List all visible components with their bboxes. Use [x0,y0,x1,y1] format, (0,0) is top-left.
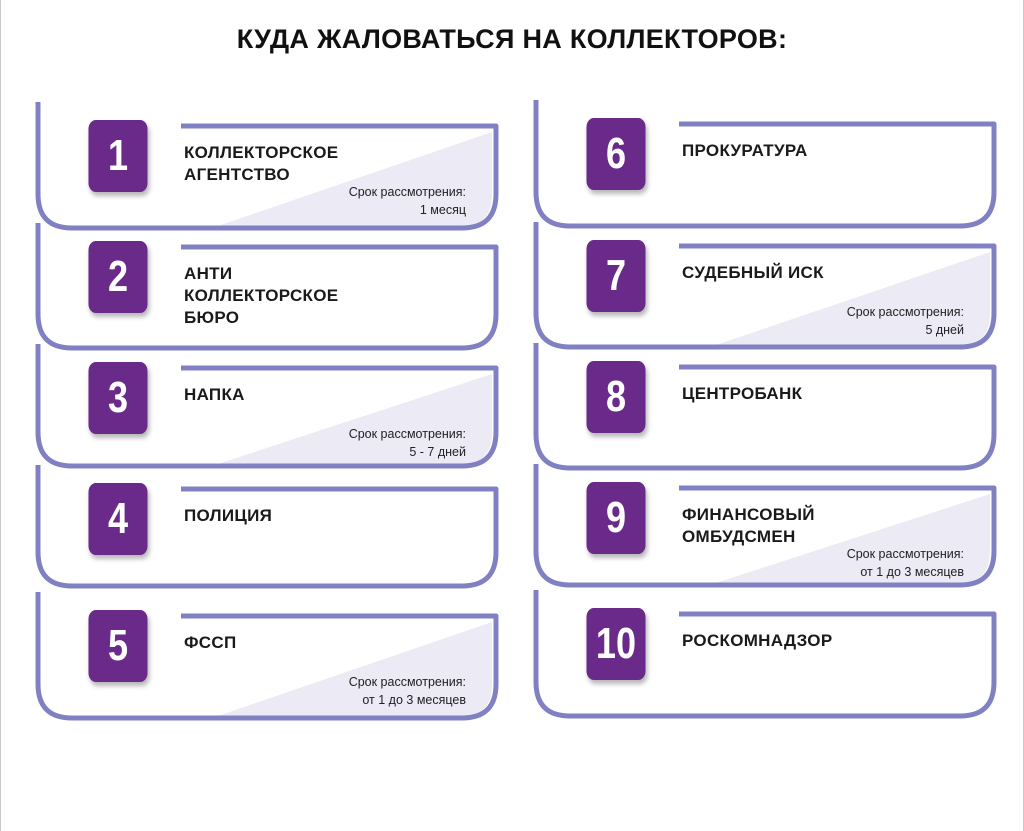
number-badge: 7 [586,240,645,312]
term-value: от 1 до 3 месяцев [362,693,466,707]
card-4 [38,465,496,585]
card-10 [536,590,994,710]
card-title: ПОЛИЦИЯ [184,506,273,525]
card-title: ФИНАНСОВЫЙ ОМБУДСМЕН [682,505,815,546]
number-badge: 5 [88,610,147,682]
card-title: АНТИ КОЛЛЕКТОРСКОЕ БЮРО [184,264,339,327]
card-6 [536,100,994,220]
card-3 [38,344,496,464]
card-5 [38,592,496,712]
page-title: КУДА ЖАЛОВАТЬСЯ НА КОЛЛЕКТОРОВ: [236,24,788,54]
review-term [847,303,964,339]
card-title: ЦЕНТРОБАНК [682,384,803,403]
term-label: Срок рассмотрения: [348,675,466,689]
number-badge: 1 [88,120,147,192]
number-badge: 9 [586,482,645,554]
review-term [847,545,964,581]
number-badge: 10 [586,608,645,680]
review-term [349,673,466,709]
card-7 [536,222,994,342]
number-badge: 2 [88,241,147,313]
card-title: ПРОКУРАТУРА [682,141,808,160]
review-term [349,425,466,461]
review-term [349,183,466,219]
card-2 [38,223,496,343]
number-badge: 8 [586,361,645,433]
term-value: от 1 до 3 месяцев [860,565,964,579]
card-title: ФССП [184,633,237,652]
card-8 [536,343,994,463]
number-badge: 6 [586,118,645,190]
card-9 [536,464,994,584]
card-title: РОСКОМНАДЗОР [682,631,833,650]
term-label: Срок рассмотрения: [846,547,964,561]
number-badge: 3 [88,362,147,434]
card-title: КОЛЛЕКТОРСКОЕ АГЕНТСТВО [184,143,339,184]
number-badge: 4 [88,483,147,555]
card-title: СУДЕБНЫЙ ИСК [682,263,824,282]
term-value: 5 дней [925,323,964,337]
card-1 [38,102,496,222]
term-label: Срок рассмотрения: [348,185,466,199]
term-label: Срок рассмотрения: [846,305,964,319]
term-value: 1 месяц [419,203,466,217]
term-label: Срок рассмотрения: [348,427,466,441]
card-title: НАПКА [184,385,245,404]
term-value: 5 - 7 дней [409,445,466,459]
